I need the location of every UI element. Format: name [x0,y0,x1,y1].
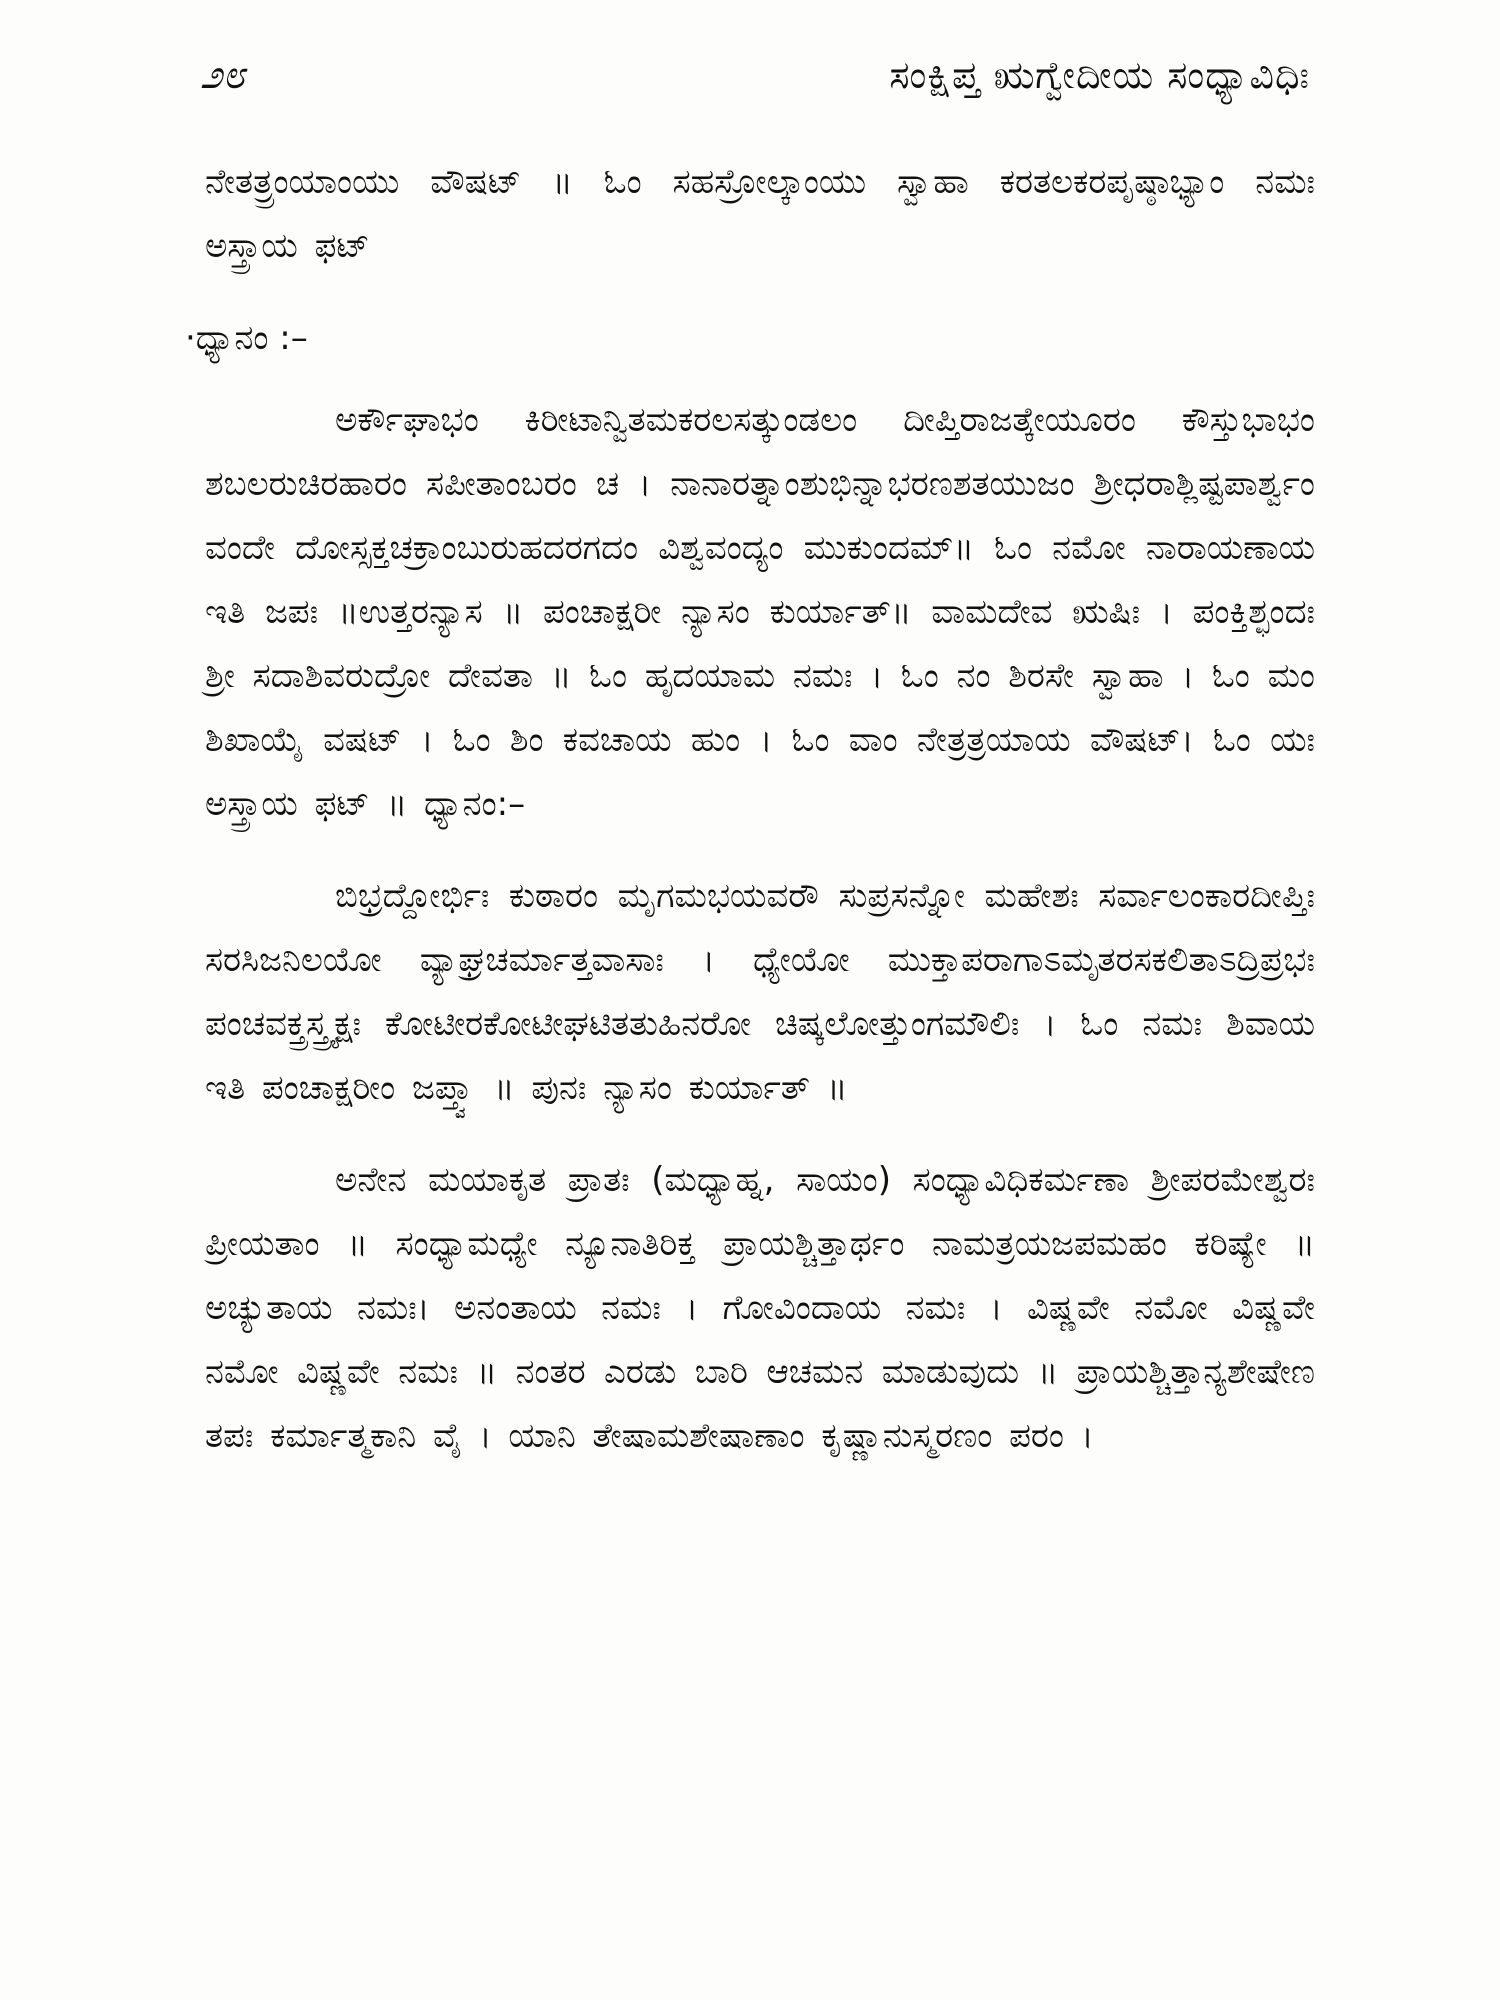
paragraph-anganyasa-end: ನೇತತ್ರ್ರಂಯಾಂಯು ವೌಷಟ್ ॥ ಓಂ ಸಹಸ್ರೋಲ್ಕಾಂಯು ಸ್ವಾಹಾ ಕರತಲಕರಪೃಷ್ಠಾಭ್ಯಾಂ ನಮಃ ಅಸ್ತ್ರಾಯ ಫಟ್ [205,162,1315,266]
page-body [185,150,1315,1506]
page-header [200,40,1310,110]
paragraph-concluding-prayer: ಅನೇನ ಮಯಾಕೃತ ಪ್ರಾತಃ (ಮಧ್ಯಾಹ್ನ, ಸಾಯಂ) ಸಂಧ್ಯಾವಿಧಿಕರ್ಮಣಾ ಶ್ರೀಪರಮೇಶ್ವರಃ ಪ್ರೀಯತಾಂ ॥ ಸಂಧ್ಯಾಮಧ್ಯೇ ನ್ಯೂನಾತಿರಿಕ್ತ ಪ್ರಾಯಶ್ಚಿತ್ತಾರ್ಥಂ ನಾಮತ್ರಯಜಪಮಹಂ ಕರಿಷ್ಯೇ ॥ ಅಚ್ಯುತಾಯ ನಮಃ। ಅನಂತಾಯ ನಮಃ । ಗೋವಿಂದಾಯ ನಮಃ । ವಿಷ್ಣವೇ ನಮೋ ವಿಷ್ಣವೇ ನಮೋ ವಿಷ್ಣವೇ ನಮಃ ॥ ನಂತರ ಎರಡು ಬಾರಿ ಆಚಮನ ಮಾಡುವುದು ॥ ಪ್ರಾಯಶ್ಚಿತ್ತಾನ್ಯಶೇಷೇಣ ತಪಃ ಕರ್ಮಾತ್ಮಕಾನಿ ವೈ । ಯಾನಿ ತೇಷಾಮಶೇಷಾಣಾಂ ಕೃಷ್ಣಾನುಸ್ಮರಣಂ ಪರಂ । [205,1160,1315,1456]
paragraph-shiva-dhyanam: ಬಿಭ್ರದ್ದೋರ್ಭಿಃ ಕುಠಾರಂ ಮೃಗಮಭಯವರೌ ಸುಪ್ರಸನ್ನೋ ಮಹೇಶಃ ಸರ್ವಾಲಂಕಾರದೀಪ್ತಿಃ ಸರಸಿಜನಿಲಯೋ ವ್ಯಾಘ್ರಚರ್ಮಾತ್ತವಾಸಾಃ । ಧ್ಯೇಯೋ ಮುಕ್ತಾಪರಾಗಾಽಮೃತರಸಕಲಿತಾಽದ್ರಿಪ್ರಭಃ ಪಂಚವಕ್ತ್ರಸ್ತ್ರ್ಯಕ್ಷಃ ಕೋಟೀರಕೋಟೀಘಟಿತತುಹಿನರೋ ಚಿಷ್ಕಲೋತ್ತುಂಗಮೌಲಿಃ । ಓಂ ನಮಃ ಶಿವಾಯ ಇತಿ ಪಂಚಾಕ್ಷರೀಂ ಜಪ್ತ್ವಾ ॥ ಪುನಃ ನ್ಯಾಸಂ ಕುರ್ಯಾತ್ ॥ [205,876,1315,1108]
page-number: ೨೮ [200,52,245,98]
paragraph-vishnu-dhyanam: ಅರ್ಕೌಘಾಭಂ ಕಿರೀಟಾನ್ವಿತಮಕರಲಸತ್ಕುಂಡಲಂ ದೀಪ್ತಿರಾಜತ್ಕೇಯೂರಂ ಕೌಸ್ತುಭಾಭಂ ಶಬಲರುಚಿರಹಾರಂ ಸಪೀತಾಂಬರಂ ಚ । ನಾನಾರತ್ನಾಂಶುಭಿನ್ನಾಭರಣಶತಯುಜಂ ಶ್ರೀಧರಾಶ್ಲಿಷ್ಟಪಾರ್ಶ್ವಂ ವಂದೇ ದೋಸ್ಸಕ್ತಚಕ್ರಾಂಬುರುಹದರಗದಂ ವಿಶ್ವವಂದ್ಯಂ ಮುಕುಂದಮ್॥ ಓಂ ನಮೋ ನಾರಾಯಣಾಯ ಇತಿ ಜಪಃ ॥ಉತ್ತರನ್ಯಾಸ ॥ ಪಂಚಾಕ್ಷರೀ ನ್ಯಾಸಂ ಕುರ್ಯಾತ್॥ ವಾಮದೇವ ಋಷಿಃ । ಪಂಕ್ತಿಶ್ಛಂದಃ ಶ್ರೀ ಸದಾಶಿವರುದ್ರೋ ದೇವತಾ ॥ ಓಂ ಹೃದಯಾಮ ನಮಃ । ಓಂ ನಂ ಶಿರಸೇ ಸ್ವಾಹಾ । ಓಂ ಮಂ ಶಿಖಾಯೈ ವಷಟ್ । ಓಂ ಶಿಂ ಕವಚಾಯ ಹುಂ । ಓಂ ವಾಂ ನೇತ್ರತ್ರಯಾಯ ವೌಷಟ್। ಓಂ ಯಃ ಅಸ್ತ್ರಾಯ ಫಟ್ ॥ ಧ್ಯಾನಂ:– [205,400,1315,824]
dhyanam-heading: ·ಧ್ಯಾನಂ :– [185,318,308,358]
running-title: ಸಂಕ್ಷಿಪ್ತ ಋಗ್ವೇದೀಯ ಸಂಧ್ಯಾವಿಧಿಃ [889,52,1310,97]
